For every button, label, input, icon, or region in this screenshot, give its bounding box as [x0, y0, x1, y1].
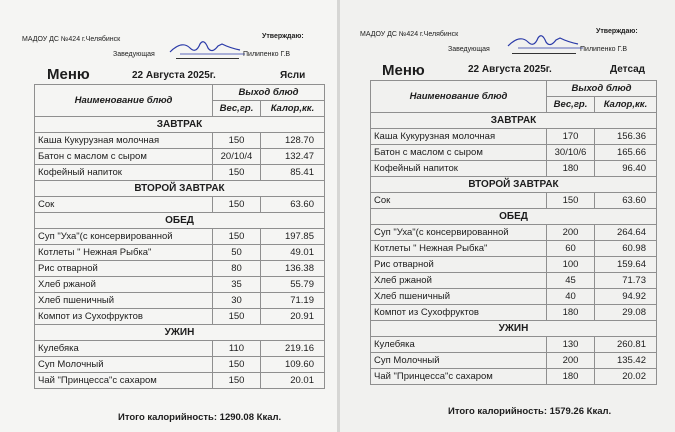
dish-cell: Кулебяка	[371, 337, 547, 353]
section-row	[371, 113, 657, 129]
dish-cell: Суп Молочный	[371, 353, 547, 369]
dish-cell: Сок	[35, 197, 213, 213]
org-name: МАДОУ ДС №424 г.Челябинск	[22, 36, 121, 43]
calories-cell: 94.92	[595, 289, 657, 305]
weight-cell: 150	[213, 309, 261, 325]
weight-cell: 180	[547, 369, 595, 385]
table-row	[35, 373, 325, 389]
section-title: УЖИН	[35, 325, 325, 341]
approve-label: Утверждаю:	[596, 28, 638, 35]
weight-cell: 35	[213, 277, 261, 293]
weight-cell: 30	[213, 293, 261, 309]
dish-cell: Батон с маслом с сыром	[35, 149, 213, 165]
col-out-header: Выход блюд	[547, 81, 657, 97]
calories-cell: 85.41	[261, 165, 325, 181]
section-row	[35, 325, 325, 341]
menu-table-body	[371, 113, 657, 385]
dish-cell: Кулебяка	[35, 341, 213, 357]
dish-cell: Каша Кукурузная молочная	[371, 129, 547, 145]
menu-group: Ясли	[280, 70, 306, 81]
section-row	[35, 213, 325, 229]
weight-cell: 150	[213, 165, 261, 181]
col-cal-header: Калор,кк.	[261, 101, 325, 117]
table-row	[35, 245, 325, 261]
weight-cell: 100	[547, 257, 595, 273]
calories-cell: 159.64	[595, 257, 657, 273]
weight-cell: 150	[547, 193, 595, 209]
weight-cell: 80	[213, 261, 261, 277]
calories-cell: 96.40	[595, 161, 657, 177]
calories-cell: 71.73	[595, 273, 657, 289]
col-dish-header: Наименование блюд	[35, 85, 213, 117]
weight-cell: 30/10/6	[547, 145, 595, 161]
menu-title: Меню	[47, 66, 90, 83]
table-row	[371, 353, 657, 369]
section-title: ОБЕД	[35, 213, 325, 229]
table-row	[35, 165, 325, 181]
dish-cell: Хлеб ржаной	[371, 273, 547, 289]
menu-title: Меню	[382, 62, 425, 79]
table-row	[35, 149, 325, 165]
dish-cell: Компот из Сухофруктов	[371, 305, 547, 321]
total-calories: Итого калорийность: 1579.26 Ккал.	[448, 406, 612, 417]
table-row	[35, 197, 325, 213]
total-calories: Итого калорийность: 1290.08 Ккал.	[118, 412, 282, 423]
org-name: МАДОУ ДС №424 г.Челябинск	[360, 31, 459, 38]
menu-sheet-nursery	[0, 0, 337, 432]
table-row	[371, 241, 657, 257]
col-cal-header: Калор,кк.	[595, 97, 657, 113]
table-row	[35, 261, 325, 277]
calories-cell: 71.19	[261, 293, 325, 309]
calories-cell: 165.66	[595, 145, 657, 161]
dish-cell: Суп Молочный	[35, 357, 213, 373]
dish-cell: Рис отварной	[35, 261, 213, 277]
section-title: ВТОРОЙ ЗАВТРАК	[35, 181, 325, 197]
menu-sheet-kindergarten	[340, 0, 675, 432]
dish-cell: Чай "Принцесса"с сахаром	[371, 369, 547, 385]
section-title: ОБЕД	[371, 209, 657, 225]
table-row	[371, 225, 657, 241]
menu-date: 22 Августа 2025г.	[468, 64, 552, 75]
dish-cell: Хлеб пшеничный	[371, 289, 547, 305]
calories-cell: 132.47	[261, 149, 325, 165]
section-row	[371, 321, 657, 337]
menu-table-body	[35, 117, 325, 389]
calories-cell: 260.81	[595, 337, 657, 353]
weight-cell: 40	[547, 289, 595, 305]
calories-cell: 135.42	[595, 353, 657, 369]
weight-cell: 150	[213, 133, 261, 149]
head-name: Пилипенко Г.В	[580, 46, 628, 53]
dish-cell: Котлеты " Нежная Рыбка"	[35, 245, 213, 261]
calories-cell: 156.36	[595, 129, 657, 145]
weight-cell: 180	[547, 161, 595, 177]
section-title: ЗАВТРАК	[371, 113, 657, 129]
table-row	[371, 289, 657, 305]
dish-cell: Котлеты " Нежная Рыбка"	[371, 241, 547, 257]
calories-cell: 63.60	[595, 193, 657, 209]
calories-cell: 20.01	[261, 373, 325, 389]
head-name: Пилипенко Г.В	[243, 51, 291, 58]
dish-cell: Кофейный напиток	[371, 161, 547, 177]
dish-cell: Каша Кукурузная молочная	[35, 133, 213, 149]
table-row	[35, 277, 325, 293]
menu-date: 22 Августа 2025г.	[132, 70, 216, 81]
section-row	[35, 181, 325, 197]
weight-cell: 150	[213, 357, 261, 373]
calories-cell: 55.79	[261, 277, 325, 293]
calories-cell: 219.16	[261, 341, 325, 357]
calories-cell: 197.85	[261, 229, 325, 245]
col-weight-header: Вес,гр.	[213, 101, 261, 117]
menu-group: Детсад	[610, 64, 646, 75]
dish-cell: Компот из Сухофруктов	[35, 309, 213, 325]
signature-line	[176, 58, 239, 59]
weight-cell: 50	[213, 245, 261, 261]
weight-cell: 200	[547, 353, 595, 369]
table-row	[371, 337, 657, 353]
weight-cell: 170	[547, 129, 595, 145]
table-row	[371, 305, 657, 321]
section-title: ВТОРОЙ ЗАВТРАК	[371, 177, 657, 193]
dish-cell: Батон с маслом с сыром	[371, 145, 547, 161]
dish-cell: Суп "Уха"(с консервированной	[371, 225, 547, 241]
weight-cell: 45	[547, 273, 595, 289]
dish-cell: Кофейный напиток	[35, 165, 213, 181]
table-row	[371, 257, 657, 273]
section-title: УЖИН	[371, 321, 657, 337]
dish-cell: Рис отварной	[371, 257, 547, 273]
calories-cell: 109.60	[261, 357, 325, 373]
table-row	[35, 309, 325, 325]
menu-table	[34, 84, 325, 389]
table-row	[371, 129, 657, 145]
table-row	[35, 133, 325, 149]
table-row	[35, 229, 325, 245]
head-label: Заведующая	[113, 51, 155, 58]
dish-cell: Сок	[371, 193, 547, 209]
calories-cell: 29.08	[595, 305, 657, 321]
weight-cell: 180	[547, 305, 595, 321]
calories-cell: 49.01	[261, 245, 325, 261]
section-row	[371, 177, 657, 193]
dish-cell: Хлеб ржаной	[35, 277, 213, 293]
dish-cell: Чай "Принцесса"с сахаром	[35, 373, 213, 389]
col-out-header: Выход блюд	[213, 85, 325, 101]
calories-cell: 128.70	[261, 133, 325, 149]
signature-line	[512, 53, 576, 54]
table-row	[371, 273, 657, 289]
menu-table	[370, 80, 657, 385]
section-title: ЗАВТРАК	[35, 117, 325, 133]
head-label: Заведующая	[448, 46, 490, 53]
weight-cell: 200	[547, 225, 595, 241]
approve-label: Утверждаю:	[262, 33, 304, 40]
weight-cell: 150	[213, 229, 261, 245]
calories-cell: 63.60	[261, 197, 325, 213]
table-row	[35, 341, 325, 357]
table-row	[371, 145, 657, 161]
weight-cell: 150	[213, 373, 261, 389]
weight-cell: 110	[213, 341, 261, 357]
dish-cell: Хлеб пшеничный	[35, 293, 213, 309]
calories-cell: 60.98	[595, 241, 657, 257]
col-dish-header: Наименование блюд	[371, 81, 547, 113]
calories-cell: 20.02	[595, 369, 657, 385]
weight-cell: 150	[213, 197, 261, 213]
dish-cell: Суп "Уха"(с консервированной	[35, 229, 213, 245]
table-row	[371, 161, 657, 177]
table-row	[35, 357, 325, 373]
calories-cell: 264.64	[595, 225, 657, 241]
weight-cell: 20/10/4	[213, 149, 261, 165]
section-row	[35, 117, 325, 133]
table-row	[35, 293, 325, 309]
section-row	[371, 209, 657, 225]
calories-cell: 136.38	[261, 261, 325, 277]
table-row	[371, 193, 657, 209]
weight-cell: 60	[547, 241, 595, 257]
weight-cell: 130	[547, 337, 595, 353]
table-row	[371, 369, 657, 385]
calories-cell: 20.91	[261, 309, 325, 325]
col-weight-header: Вес,гр.	[547, 97, 595, 113]
